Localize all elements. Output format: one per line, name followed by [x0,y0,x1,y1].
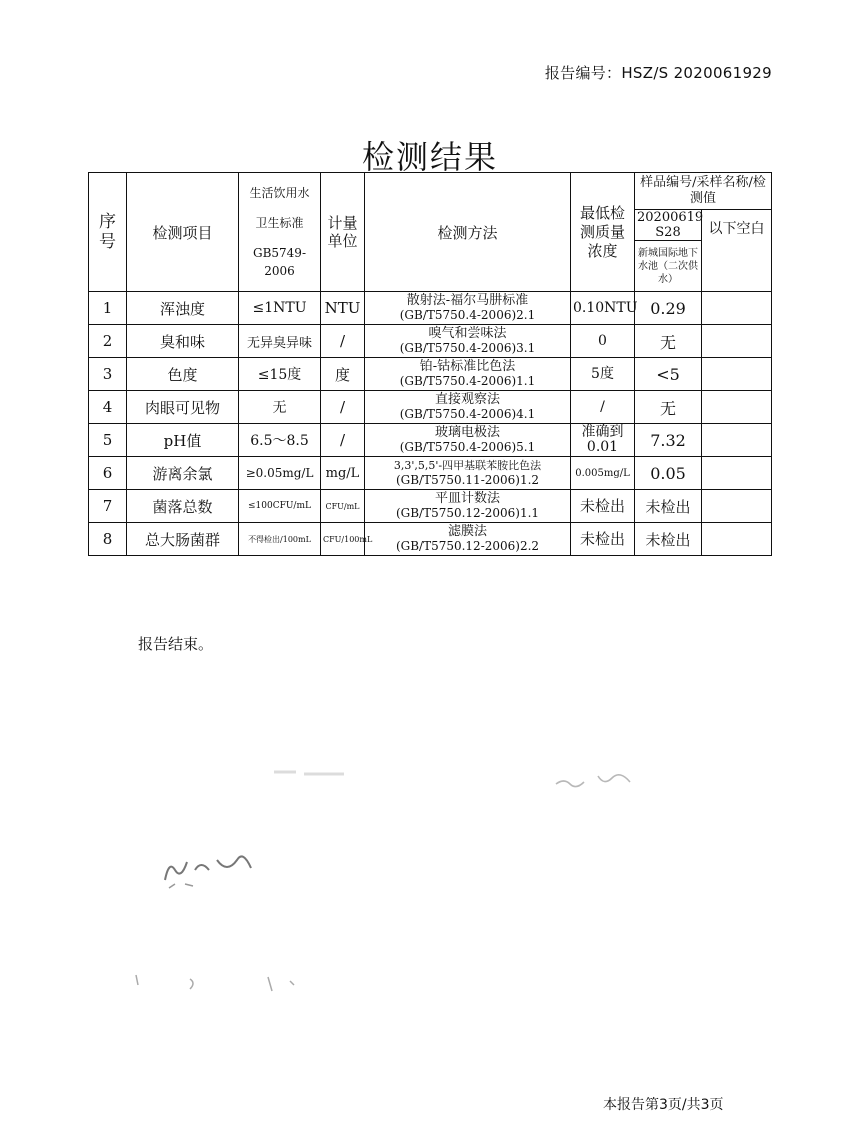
row-method: 平皿计数法 (GB/T5750.12-2006)1.1 [365,490,571,523]
row-blank [702,457,772,490]
report-number: 报告编号：HSZ/S 2020061929 [544,64,772,82]
signature-mark [550,762,640,802]
row-method: 滤膜法 (GB/T5750.12-2006)2.2 [365,523,571,556]
row-blank [702,490,772,523]
row-method: 直接观察法 (GB/T5750.4-2006)4.1 [365,391,571,424]
row-item: 浑浊度 [127,292,239,325]
row-seq: 4 [89,391,127,424]
row-min: 0.10NTU [571,292,635,325]
row-unit: CFU/100mL [321,523,365,556]
row-value: 未检出 [635,490,702,523]
table-row [89,358,772,391]
row-item: 肉眼可见物 [127,391,239,424]
row-value: 7.32 [635,424,702,457]
faint-stamp-mark [270,760,360,790]
row-item: 臭和味 [127,325,239,358]
table-row [89,292,772,325]
row-standard: ≤1NTU [239,292,321,325]
header-standard-line2: 卫生标准 [255,216,304,230]
row-item: 游离余氯 [127,457,239,490]
row-unit: / [321,391,365,424]
report-end-note: 报告结束。 [138,635,214,653]
table-row [89,490,772,523]
row-seq: 8 [89,523,127,556]
row-item: 色度 [127,358,239,391]
row-standard: ≥0.05mg/L [239,457,321,490]
header-standard-line3: GB5749-2006 [253,246,306,278]
header-method: 检测方法 [365,173,571,292]
table-row [89,391,772,424]
row-seq: 3 [89,358,127,391]
row-method: 散射法-福尔马肼标准 (GB/T5750.4-2006)2.1 [365,292,571,325]
row-min: 0.005mg/L [571,457,635,490]
row-unit: CFU/mL [321,490,365,523]
row-blank [702,325,772,358]
table-row [89,523,772,556]
header-sample-id: 20200619 S28 [635,210,702,241]
row-blank [702,292,772,325]
row-method: 嗅气和尝味法 (GB/T5750.4-2006)3.1 [365,325,571,358]
row-value: 0.29 [635,292,702,325]
row-standard: ≤15度 [239,358,321,391]
header-min-concentration: 最低检测质量浓度 [571,173,635,292]
row-seq: 2 [89,325,127,358]
row-seq: 1 [89,292,127,325]
header-blank: 以下空白 [702,210,772,292]
row-method: 铂-钴标准比色法 (GB/T5750.4-2006)1.1 [365,358,571,391]
table-row [89,424,772,457]
header-unit: 计量单位 [321,173,365,292]
row-min: 5度 [571,358,635,391]
row-min: 未检出 [571,490,635,523]
header-seq: 序号 [89,173,127,292]
header-sample-location: 新城国际地下水池（二次供水） [635,241,702,292]
row-item: 总大肠菌群 [127,523,239,556]
row-value: 无 [635,325,702,358]
table-row [89,325,772,358]
header-sample-group: 样品编号/采样名称/检测值 [635,173,772,210]
header-item: 检测项目 [127,173,239,292]
row-method: 3,3',5,5'-四甲基联苯胺比色法 (GB/T5750.11-2006)1.2 [365,457,571,490]
row-seq: 5 [89,424,127,457]
row-blank [702,358,772,391]
row-unit: / [321,424,365,457]
row-min: / [571,391,635,424]
row-standard: 无 [239,391,321,424]
header-row-1 [89,173,772,210]
row-min: 未检出 [571,523,635,556]
row-blank [702,424,772,457]
row-blank [702,523,772,556]
row-unit: mg/L [321,457,365,490]
row-item: 菌落总数 [127,490,239,523]
header-standard [239,173,321,292]
row-standard: 无异臭异味 [239,325,321,358]
header-standard-line1: 生活饮用水 [249,186,310,200]
row-method: 玻璃电极法 (GB/T5750.4-2006)5.1 [365,424,571,457]
row-value: <5 [635,358,702,391]
row-standard: ≤100CFU/mL [239,490,321,523]
signature-mark-left [155,840,265,900]
page-title: 检测结果 [361,138,498,176]
row-item: pH值 [127,424,239,457]
page-footer: 本报告第3页/共3页 [603,1097,724,1113]
row-value: 0.05 [635,457,702,490]
row-unit: 度 [321,358,365,391]
row-min: 0 [571,325,635,358]
table-row [89,457,772,490]
row-seq: 7 [89,490,127,523]
row-standard: 6.5～8.5 [239,424,321,457]
row-min: 准确到0.01 [571,424,635,457]
row-value: 无 [635,391,702,424]
scan-dots [130,965,310,1005]
row-unit: NTU [321,292,365,325]
row-seq: 6 [89,457,127,490]
row-blank [702,391,772,424]
row-unit: / [321,325,365,358]
row-standard: 不得检出/100mL [239,523,321,556]
results-table [88,172,772,556]
row-value: 未检出 [635,523,702,556]
